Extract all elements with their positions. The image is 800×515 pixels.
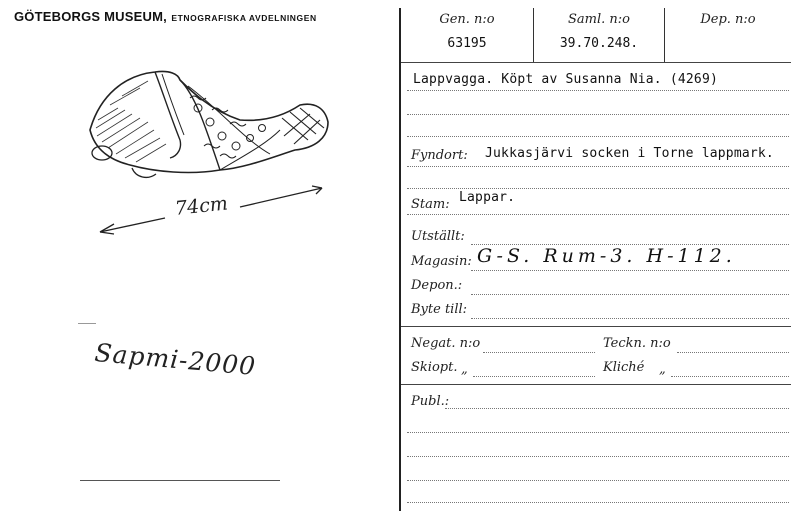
fyndort-value: Jukkasjärvi socken i Torne lappmark. bbox=[485, 146, 774, 161]
ruled-line bbox=[407, 480, 789, 481]
catalog-form bbox=[401, 8, 791, 511]
utstallt-label: Utställt: bbox=[411, 229, 465, 244]
ruled-line bbox=[471, 294, 789, 295]
skiopt-label: Skiopt. bbox=[411, 360, 458, 375]
gen-value: 63195 bbox=[447, 36, 487, 51]
negat-label: Negat. n:o bbox=[411, 336, 481, 351]
length-note: 74cm bbox=[174, 192, 229, 220]
number-header bbox=[401, 8, 791, 62]
ruled-line bbox=[407, 166, 789, 167]
ruled-line bbox=[407, 502, 789, 503]
magasin-label: Magasin: bbox=[411, 254, 472, 269]
byte-label: Byte till: bbox=[411, 302, 468, 317]
kliche-label: Kliché bbox=[603, 360, 645, 375]
ruled-line bbox=[677, 352, 789, 353]
header-rule bbox=[401, 62, 791, 63]
saml-value: 39.70.248. bbox=[559, 36, 639, 51]
museum-header bbox=[14, 8, 317, 26]
ruled-line bbox=[407, 214, 789, 215]
gen-label: Gen. n:o bbox=[439, 12, 495, 27]
ruled-line bbox=[407, 90, 789, 91]
ruled-line bbox=[671, 376, 789, 377]
dep-label: Dep. n:o bbox=[700, 12, 756, 27]
section-rule bbox=[401, 384, 791, 385]
ruled-line bbox=[473, 376, 595, 377]
stam-value: Lappar. bbox=[459, 190, 516, 205]
saml-cell bbox=[534, 8, 664, 62]
ruled-line bbox=[471, 318, 789, 319]
description-text: Lappvagga. Köpt av Susanna Nia. (4269) bbox=[413, 72, 719, 87]
bottom-rule bbox=[80, 480, 280, 481]
ruled-line bbox=[407, 432, 789, 433]
teckn-label: Teckn. n:o bbox=[603, 336, 671, 351]
ruled-line bbox=[407, 188, 789, 189]
museum-department: ETNOGRAFISKA AVDELNINGEN bbox=[171, 13, 317, 23]
stam-label: Stam: bbox=[411, 197, 450, 212]
ruled-line bbox=[407, 456, 789, 457]
kliche-ditto: „ bbox=[659, 362, 666, 377]
depon-label: Depon.: bbox=[411, 278, 463, 293]
saml-label: Saml. n:o bbox=[568, 12, 630, 27]
ruled-line bbox=[471, 270, 789, 271]
section-rule bbox=[401, 326, 791, 327]
handwritten-note: Sapmi-2000 bbox=[93, 338, 258, 381]
ruled-line bbox=[407, 136, 789, 137]
gen-cell bbox=[401, 8, 533, 62]
scribble-mark bbox=[78, 323, 96, 324]
cradle-sketch-illustration bbox=[70, 50, 340, 195]
ruled-line bbox=[445, 408, 789, 409]
dep-cell bbox=[665, 8, 791, 62]
skiopt-ditto: „ bbox=[461, 362, 468, 377]
ruled-line bbox=[407, 114, 789, 115]
ruled-line bbox=[483, 352, 595, 353]
magasin-value: G-S. Rum-3. H-112. bbox=[477, 245, 736, 267]
publ-label: Publ.: bbox=[411, 394, 450, 409]
fyndort-label: Fyndort: bbox=[411, 148, 468, 163]
museum-name: GÖTEBORGS MUSEUM, bbox=[14, 9, 167, 24]
